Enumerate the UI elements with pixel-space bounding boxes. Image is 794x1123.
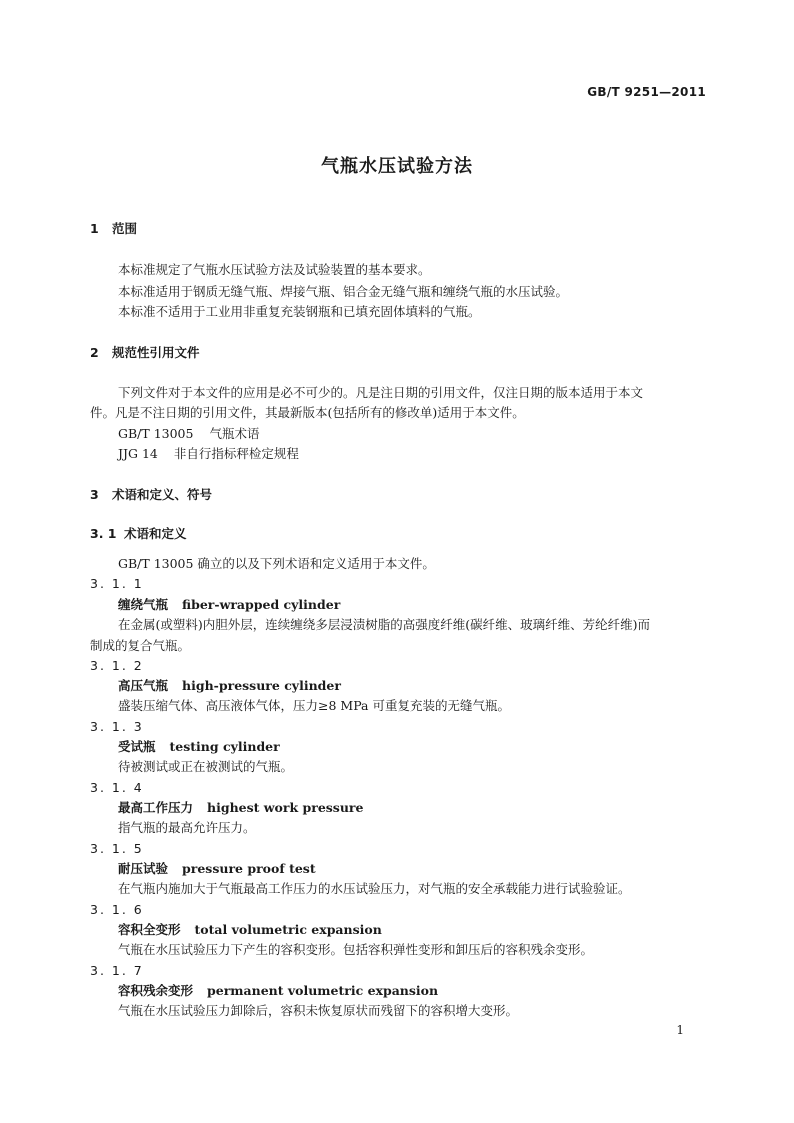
section-number: 2 — [90, 345, 99, 360]
section-1-heading — [90, 220, 137, 238]
clause-number: 3. 1. 4 — [90, 780, 144, 795]
clause-number: 3. 1. 7 — [90, 963, 144, 978]
section-3-1-heading — [90, 525, 187, 543]
term-english: fiber-wrapped cylinder — [182, 597, 341, 612]
clause-number: 3. 1. 6 — [90, 902, 144, 917]
term-definition: 指气瓶的最高允许压力。 — [118, 820, 256, 835]
section-3-heading — [90, 486, 212, 504]
reference-code: GB/T 13005 — [118, 426, 194, 441]
term-english: total volumetric expansion — [194, 922, 382, 937]
term-chinese: 最高工作压力 — [118, 800, 194, 815]
section-title: 范围 — [112, 221, 138, 236]
term-chinese: 容积全变形 — [118, 922, 181, 937]
paragraph-continuation: 件。凡是不注日期的引用文件，其最新版本(包括所有的修改单)适用于本文件。 — [90, 405, 525, 420]
term-entry — [118, 860, 316, 878]
clause-number: 3. 1. 3 — [90, 719, 144, 734]
paragraph: GB/T 13005 确立的以及下列术语和定义适用于本文件。 — [118, 556, 435, 571]
section-number: 3 — [90, 487, 99, 502]
term-entry — [118, 921, 382, 939]
normative-reference — [118, 445, 299, 463]
page-number: 1 — [676, 1023, 684, 1037]
term-chinese: 耐压试验 — [118, 861, 169, 876]
term-definition: 盛装压缩气体、高压液体气体，压力≥8 MPa 可重复充装的无缝气瓶。 — [118, 698, 510, 713]
term-english: highest work pressure — [207, 800, 364, 815]
term-english: high-pressure cylinder — [182, 678, 341, 693]
standard-code: GB/T 9251—2011 — [587, 85, 706, 99]
term-definition: 在金属(或塑料)内胆外层，连续缠绕多层浸渍树脂的高强度纤维(碳纤维、玻璃纤维、芳纶纤维)而 — [118, 617, 651, 632]
term-english: permanent volumetric expansion — [207, 983, 439, 998]
term-english: pressure proof test — [182, 861, 316, 876]
paragraph: 本标准规定了气瓶水压试验方法及试验装置的基本要求。 — [118, 262, 431, 277]
normative-reference — [118, 425, 259, 443]
term-definition-continuation: 制成的复合气瓶。 — [90, 638, 191, 653]
section-number: 1 — [90, 221, 99, 236]
term-entry — [118, 982, 438, 1000]
term-definition: 待被测试或正在被测试的气瓶。 — [118, 759, 294, 774]
section-title: 术语和定义、符号 — [112, 487, 213, 502]
term-definition: 气瓶在水压试验压力下产生的容积变形。包括容积弹性变形和卸压后的容积残余变形。 — [118, 942, 594, 957]
section-title: 规范性引用文件 — [112, 345, 200, 360]
document-title: 气瓶水压试验方法 — [321, 156, 473, 177]
section-2-heading — [90, 344, 200, 362]
term-chinese: 高压气瓶 — [118, 678, 169, 693]
term-chinese: 受试瓶 — [118, 739, 156, 754]
term-entry — [118, 738, 280, 756]
term-definition: 气瓶在水压试验压力卸除后，容积未恢复原状而残留下的容积增大变形。 — [118, 1003, 519, 1018]
term-entry — [118, 677, 341, 695]
reference-code: JJG 14 — [118, 446, 158, 461]
term-chinese: 缠绕气瓶 — [118, 597, 169, 612]
reference-title: 非自行指标秤检定规程 — [173, 446, 299, 461]
section-title: 术语和定义 — [124, 526, 187, 541]
clause-number: 3. 1. 1 — [90, 576, 144, 591]
term-entry — [118, 596, 340, 614]
section-number: 3. 1 — [90, 526, 117, 541]
term-english: testing cylinder — [169, 739, 280, 754]
paragraph: 本标准适用于钢质无缝气瓶、焊接气瓶、铝合金无缝气瓶和缠绕气瓶的水压试验。 — [118, 284, 569, 299]
clause-number: 3. 1. 2 — [90, 658, 144, 673]
paragraph: 下列文件对于本文件的应用是必不可少的。凡是注日期的引用文件，仅注日期的版本适用于本文 — [118, 385, 644, 400]
term-entry — [118, 799, 363, 817]
term-definition: 在气瓶内施加大于气瓶最高工作压力的水压试验压力，对气瓶的安全承载能力进行试验验证。 — [118, 881, 631, 896]
reference-title: 气瓶术语 — [209, 426, 260, 441]
clause-number: 3. 1. 5 — [90, 841, 144, 856]
paragraph: 本标准不适用于工业用非重复充装钢瓶和已填充固体填料的气瓶。 — [118, 304, 481, 319]
term-chinese: 容积残余变形 — [118, 983, 194, 998]
